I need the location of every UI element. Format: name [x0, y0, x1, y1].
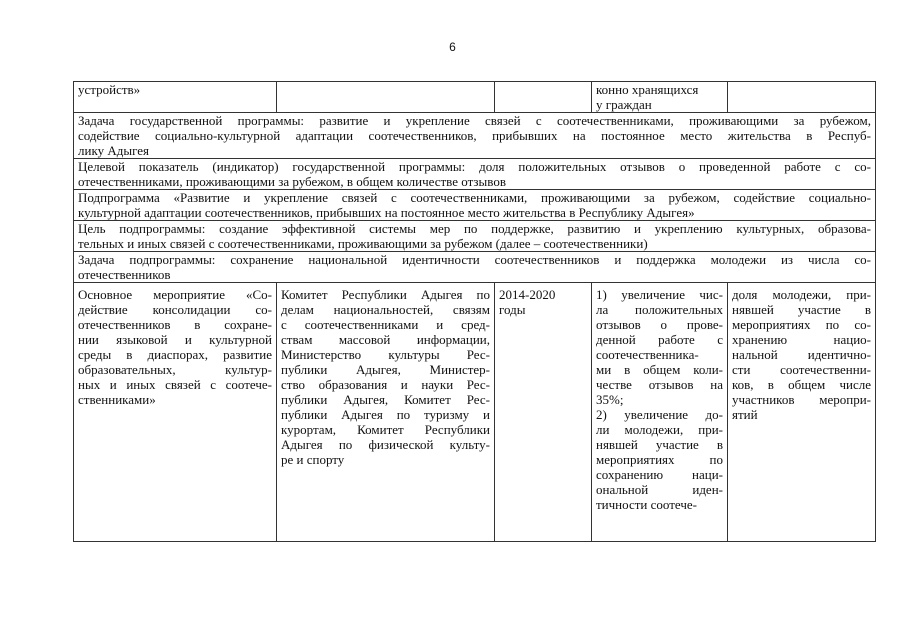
text-line: ство образования и науки Рес- [281, 377, 490, 392]
indicator-cell [728, 283, 876, 542]
text-line: отечественников [78, 267, 171, 282]
top-cell-indicator [728, 82, 876, 113]
text-line: 2) увеличение до- [596, 407, 723, 422]
page-number: 6 [449, 40, 456, 54]
top-cell-period [495, 82, 592, 113]
text-line: тичности соотече- [596, 497, 697, 512]
text-line: сохранению нaци- [596, 467, 723, 482]
text-line: делам национальностей, связям [281, 302, 490, 317]
text-line: нии языковой и культурной [78, 332, 272, 347]
section-row-task [74, 113, 876, 159]
text-line: ли молодежи, при- [596, 422, 723, 437]
section-task [74, 113, 876, 159]
text-line: сти соотечественни- [732, 362, 871, 377]
text-line: мероприятиях по [596, 452, 723, 467]
top-cell-activity [74, 82, 277, 113]
section-row-goal [74, 221, 876, 252]
text-line: Министерство культуры Рес- [281, 347, 490, 362]
text-line: Цель подпрограммы: создание эффективной системы мер по поддержке, развитию и укреплению культурных, образова- [78, 221, 871, 236]
text-line: отечественников в сохране- [78, 317, 272, 332]
text-line: Целевой показатель (индикатор) государственной программы: доля положительных отзывов о проведенной работе с со- [78, 159, 871, 174]
period-cell [495, 283, 592, 542]
text-line: ла положительных [596, 302, 723, 317]
text-line: Основное мероприятие «Со- [78, 287, 272, 302]
text-line: содействие социально-культурной адаптации соотечественников, прибывших на постоянное место жительства в Респуб- [78, 128, 871, 143]
text-line: ных и иных связей с соотече- [78, 377, 272, 392]
top-cell-results [592, 82, 728, 113]
program-table [73, 81, 876, 542]
table-row-main [74, 283, 876, 542]
text-line: ре и спорту [281, 452, 345, 467]
text-line: конно хранящихся [596, 82, 699, 97]
text-line: публики Адыгея по туризму и [281, 407, 490, 422]
text-line: курортам, Комитет Республики [281, 422, 490, 437]
executor-cell [277, 283, 495, 542]
text-line: нявшей участие в [732, 302, 871, 317]
text-line: публики Адыгея, Министер- [281, 362, 490, 377]
text-line: 35%; [596, 392, 624, 407]
text-line: доля молодежи, при- [732, 287, 871, 302]
text-line: 2014-2020 [499, 287, 556, 302]
text-line: годы [499, 302, 526, 317]
text-line: денной работе с [596, 332, 723, 347]
text-line: Комитет Республики Адыгея по [281, 287, 490, 302]
section-row-subprogram [74, 190, 876, 221]
text-line: Адыгея по физической культу- [281, 437, 490, 452]
text-line: 1) увеличение чис- [596, 287, 723, 302]
text-line: Подпрограмма «Развитие и укрепление связей с соотечественниками, проживающими за рубежом, содействие социально- [78, 190, 871, 205]
text-line: мероприятиях по со- [732, 317, 871, 332]
text-line: с соотечественниками и сред- [281, 317, 490, 332]
text-line: участников меропри- [732, 392, 871, 407]
text-line: ональной иден- [596, 482, 723, 497]
text-line: тельных и иных связей с соотечественниками, проживающими за рубежом (далее – соотечественники) [78, 236, 648, 251]
section-subprogram [74, 190, 876, 221]
text-line: соотечественника- [596, 347, 699, 362]
text-line: хранению нацио- [732, 332, 871, 347]
text-line: действие консолидации со- [78, 302, 272, 317]
section-subtask [74, 252, 876, 283]
text-line: ми в общем коли- [596, 362, 723, 377]
results-cell [592, 283, 728, 542]
section-row-indicator [74, 159, 876, 190]
text-line: ятий [732, 407, 758, 422]
section-indicator [74, 159, 876, 190]
text-line: ствам массовой информации, [281, 332, 490, 347]
text-line: нальной идентично- [732, 347, 871, 362]
text-line: Задача подпрограммы: сохранение национальной идентичности соотечественников и поддержка молодежи из числа со- [78, 252, 871, 267]
text-line: отечественниками, проживающими за рубежом, в общем количестве отзывов [78, 174, 506, 189]
text-line: честве отзывов на [596, 377, 723, 392]
text-line: отзывов о прове- [596, 317, 723, 332]
text-line: ков, в общем числе [732, 377, 871, 392]
text-line: у граждан [596, 97, 652, 112]
table-row-top [74, 82, 876, 113]
text-line: нявшей участие в [596, 437, 723, 452]
top-cell-executor [277, 82, 495, 113]
text-line: Задача государственной программы: развитие и укрепление связей с соотечественниками, проживающими за рубежом, [78, 113, 871, 128]
section-row-subtask [74, 252, 876, 283]
text-line: ственниками» [78, 392, 156, 407]
activity-cell [74, 283, 277, 542]
text-line: публики Адыгея, Комитет Рес- [281, 392, 490, 407]
text-line: устройств» [78, 82, 141, 97]
text-line: культурной адаптации соотечественников, прибывших на постоянное место жительства в Республику Адыгея» [78, 205, 695, 220]
section-goal [74, 221, 876, 252]
text-line: лику Адыгея [78, 143, 149, 158]
text-line: среды в диаспорах, развитие [78, 347, 272, 362]
text-line: образовательных, культур- [78, 362, 272, 377]
